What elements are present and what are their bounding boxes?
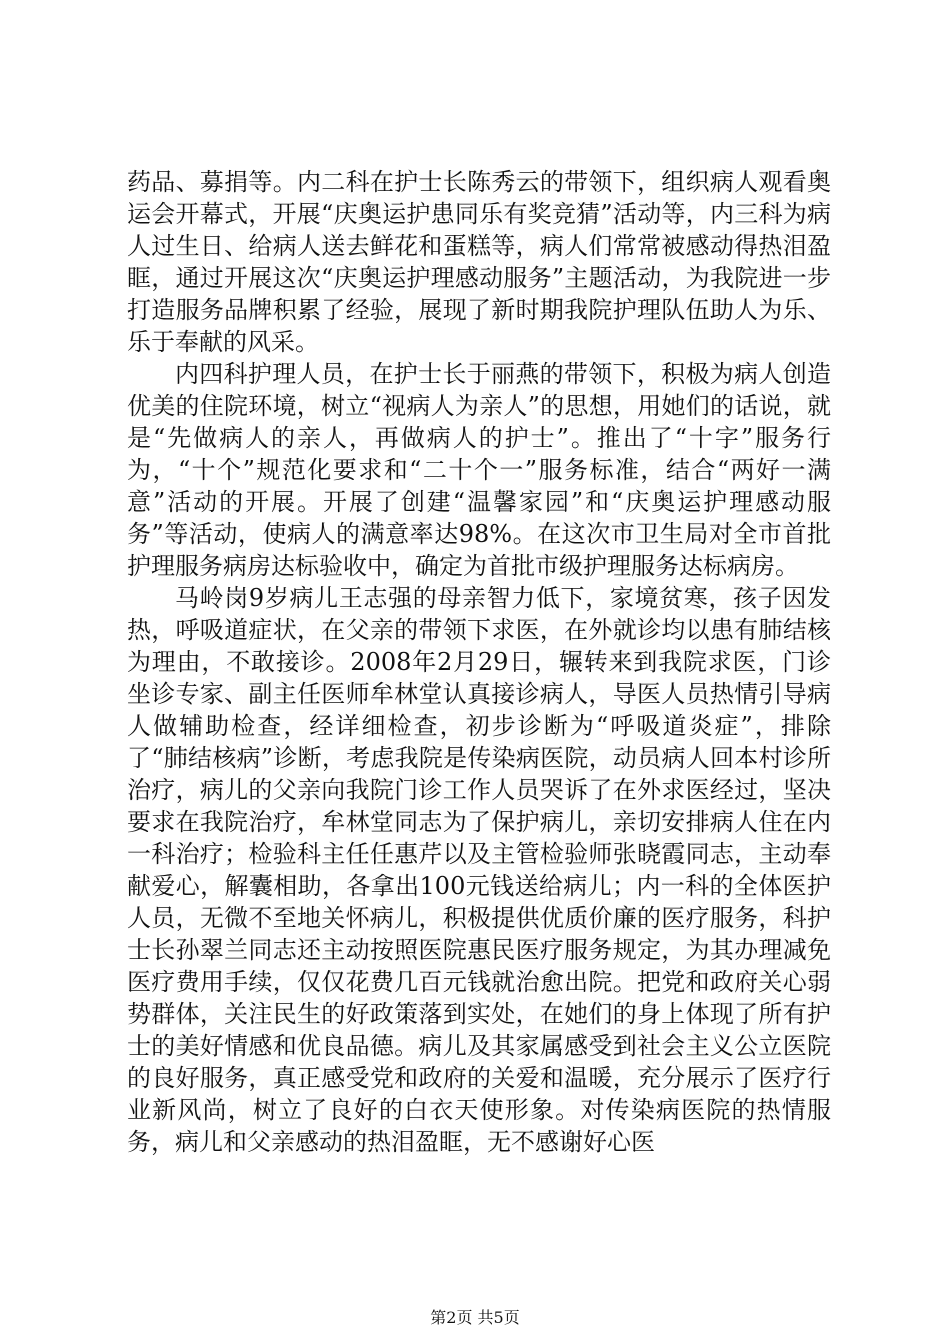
paragraph-3: 马岭岗9岁病儿王志强的母亲智力低下，家境贫寒，孩子因发热，呼吸道症状，在父亲的带领下求医，在外就诊均以患有肺结核为理由，不敢接诊。2008年2月29日，辗转来到我院求医，门诊坐诊专家、副主任医师牟林堂认真接诊病人，导医人员热情引导病人做辅助检查，经详细检查，初步诊断为“呼吸道炎症”，排除了“肺结核病”诊断，考虑我院是传染病医院，动员病人回本村诊所治疗，病儿的父亲向我院门诊工作人员哭诉了在外求医经过，坚决要求在我院治疗，牟林堂同志为了保护病儿，亲切安排病人住在内一科治疗；检验科主任任惠芹以及主管检验师张晓霞同志，主动奉献爱心，解囊相助，各拿出100元钱送给病儿；内一科的全体医护人员，无微不至地关怀病儿，积极提供优质价廉的医疗服务，科护士长孙翠兰同志还主动按照医院惠民医疗服务规定，为其办理减免医疗费用手续，仅仅花费几百元钱就治愈出院。把党和政府关心弱势群体，关注民生的好政策落到实处，在她们的身上体现了所有护士的美好情感和优良品德。病儿及其家属感受到社会主义公立医院的良好服务，真正感受党和政府的关爱和温暖，充分展示了医疗行业新风尚，树立了良好的白衣天使形象。对传染病医院的热情服务，病儿和父亲感动的热泪盈眶，无不感谢好心医 bbox=[127, 584, 831, 1156]
body-text bbox=[127, 166, 831, 1158]
page-footer: 第2页 共5页 bbox=[430, 1308, 520, 1327]
paragraph-1: 药品、募捐等。内二科在护士长陈秀云的带领下，组织病人观看奥运会开幕式，开展“庆奥运护患同乐有奖竞猜”活动等，内三科为病人过生日、给病人送去鲜花和蛋糕等，病人们常常被感动得热泪盈眶，通过开展这次“庆奥运护理感动服务”主题活动，为我院进一步打造服务品牌积累了经验，展现了新时期我院护理队伍助人为乐、乐于奉献的风采。 bbox=[127, 168, 831, 356]
paragraph-2: 内四科护理人员，在护士长于丽燕的带领下，积极为病人创造优美的住院环境，树立“视病人为亲人”的思想，用她们的话说，就是“先做病人的亲人，再做病人的护士”。推出了“十字”服务行为，“十个”规范化要求和“二十个一”服务标准，结合“两好一满意”活动的开展。开展了创建“温馨家园”和“庆奥运护理感动服务”等活动，使病人的满意率达98%。在这次市卫生局对全市首批护理服务病房达标验收中，确定为首批市级护理服务达标病房。 bbox=[127, 360, 831, 580]
